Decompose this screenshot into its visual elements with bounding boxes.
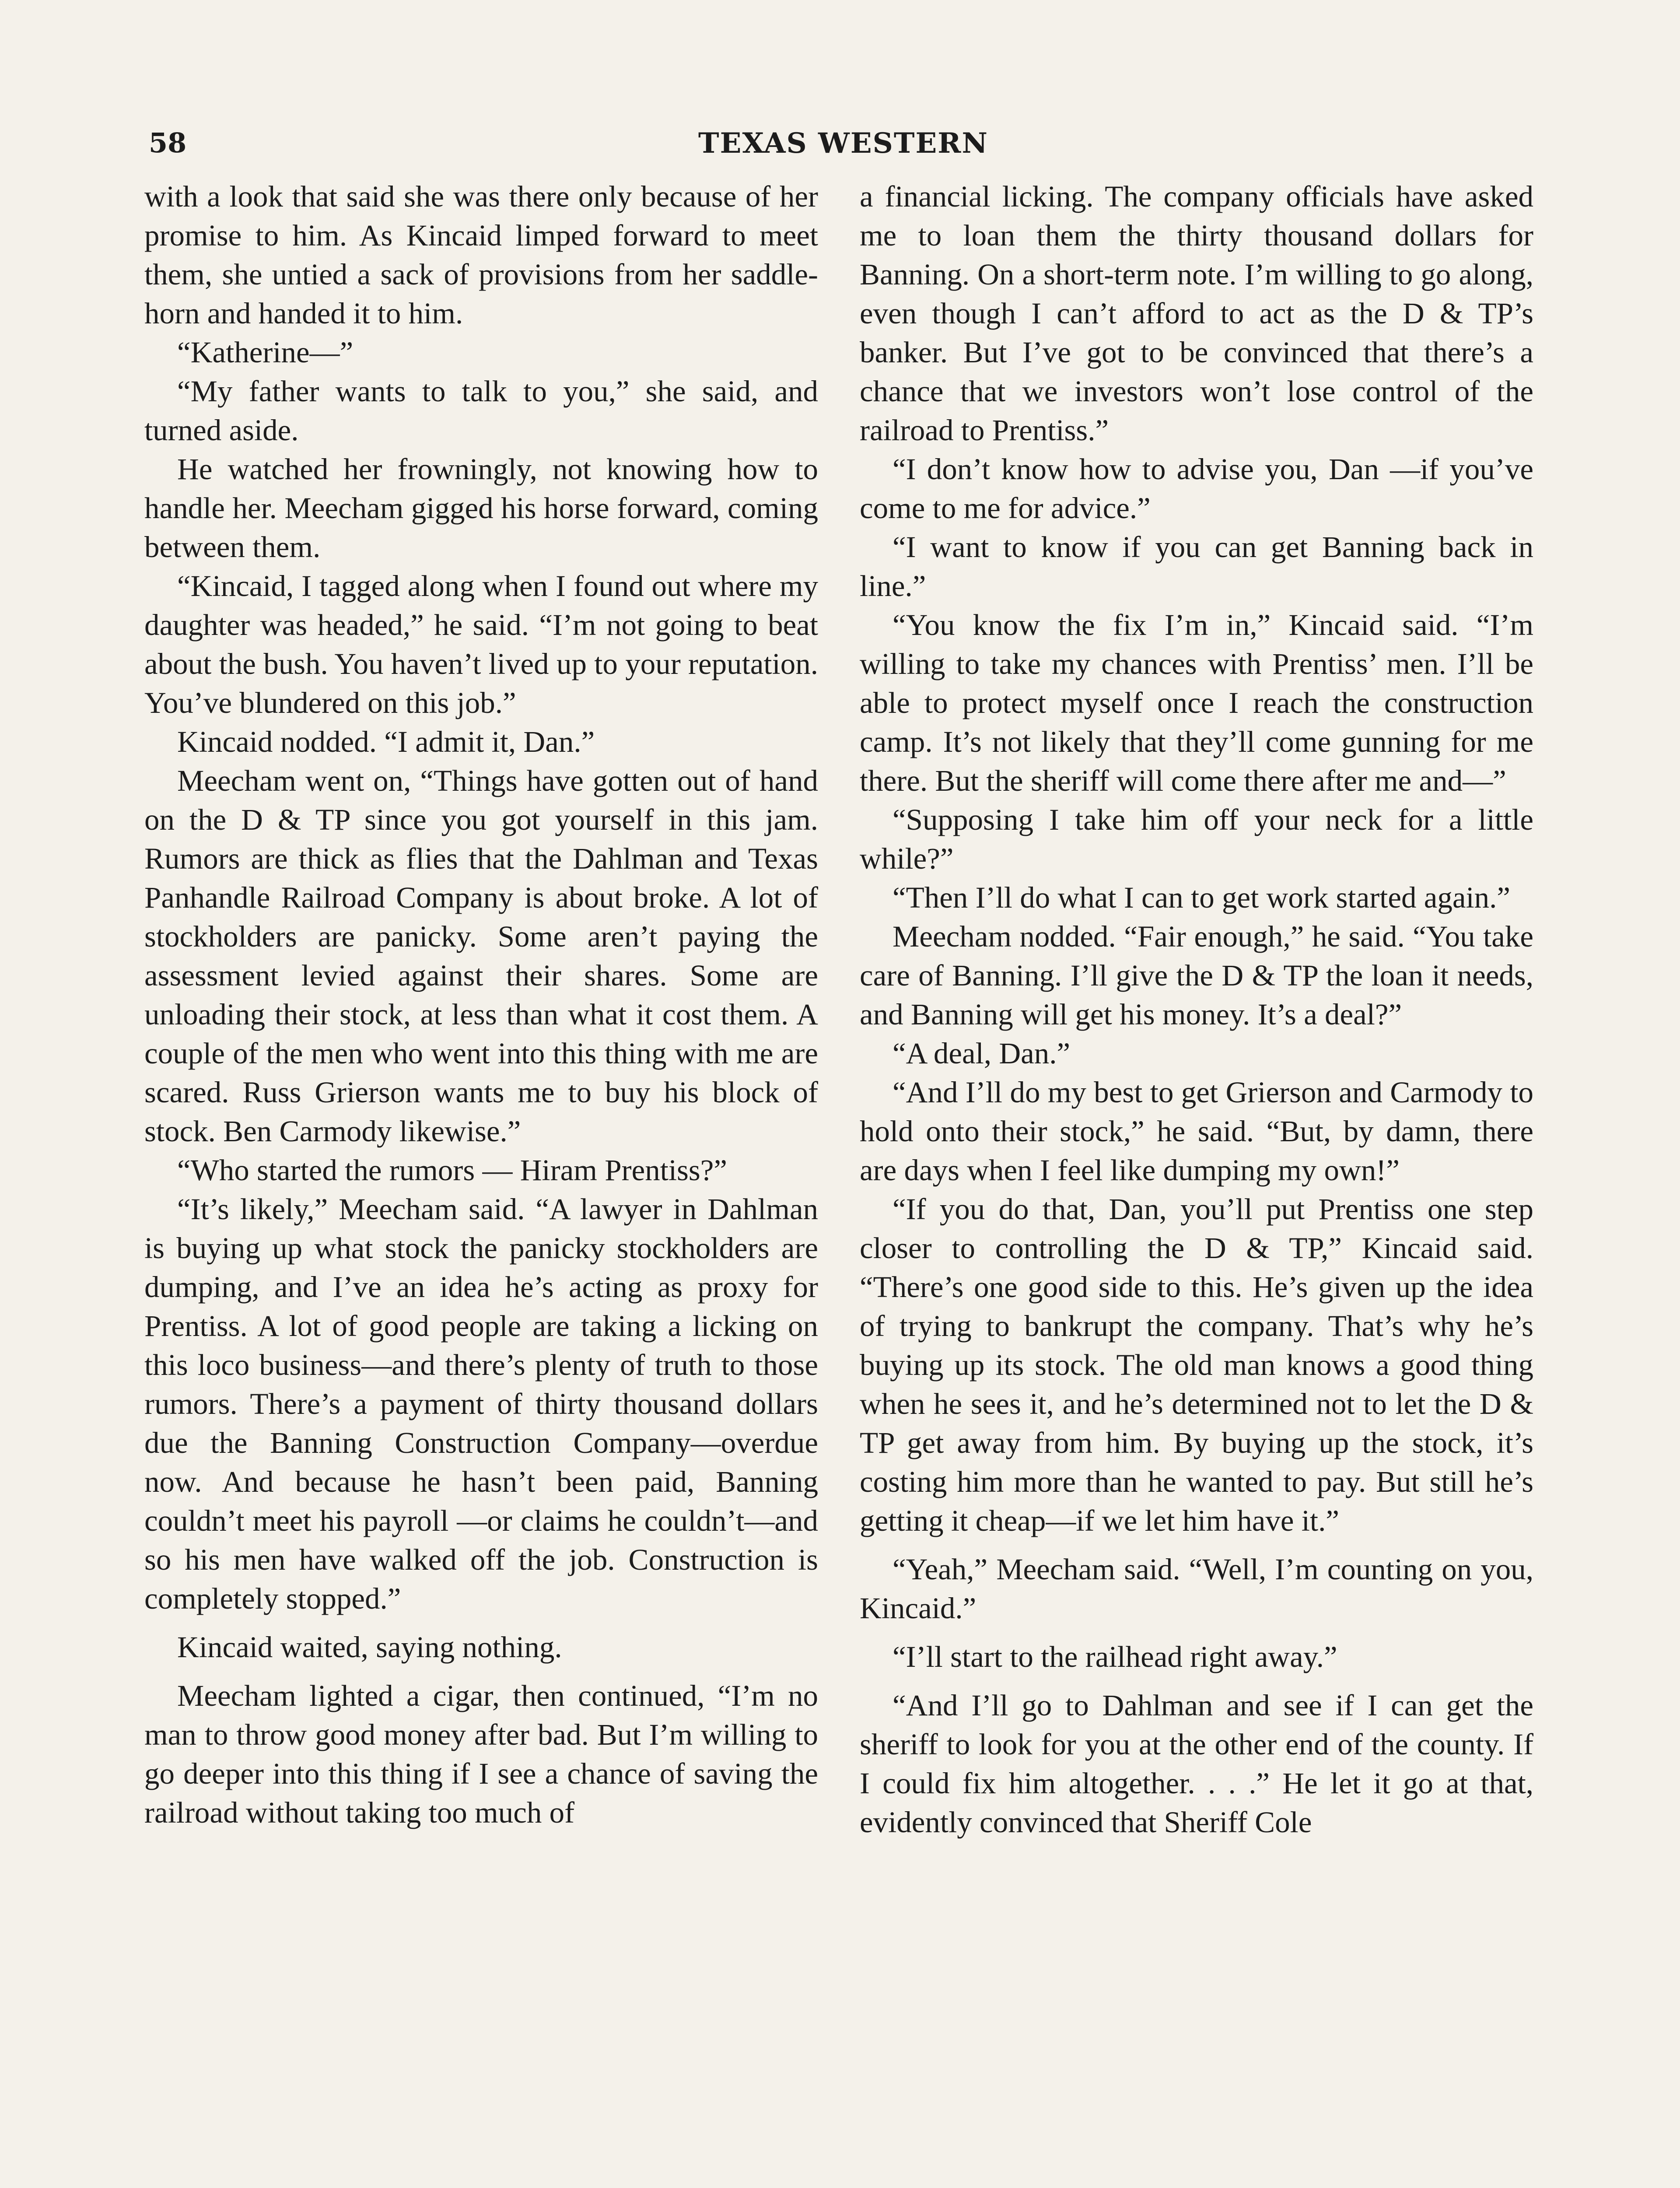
paragraph: He watched her frowningly, not knowing how to handle her. Meecham gigged his horse forward, coming between them.	[144, 452, 818, 564]
left-column	[144, 177, 818, 1832]
paragraph: Meecham went on, “Things have gotten out of hand on the D & TP since you got yourself in this jam. Rumors are thick as flies that the Dahlman and Texas Panhandle Railroad Company is about broke. A lot of stockholders are panicky. Some aren’t paying the assessment levied against their shares. Some are unloading their stock, at less than what it cost them. A couple of the men who went into this thing with me are scared. Russ Grierson wants me to buy his block of stock. Ben Carmody likewise.”	[144, 764, 818, 1148]
right-column	[860, 177, 1533, 1842]
paragraph: “I don’t know how to advise you, Dan —if you’ve come to me for advice.”	[860, 452, 1533, 525]
paragraph: a financial licking. The company officials have asked me to loan them the thirty thousand dollars for Banning. On a short-term note. I’m willing to go along, even though I can’t afford to act as the D & TP’s banker. But I’ve got to be convinced that there’s a chance that we investors won’t lose control of the railroad to Prentiss.”	[860, 180, 1533, 447]
page-header	[149, 127, 1538, 171]
running-title: TEXAS WESTERN	[698, 127, 988, 160]
paragraph: “Who started the rumors — Hiram Prentiss?”	[177, 1154, 727, 1187]
paragraph: “And I’ll go to Dahlman and see if I can get the sheriff to look for you at the other end of the county. If I could fix him altogether. . . .” He let it go at that, evidently convinced that Sheriff Cole	[860, 1689, 1533, 1839]
paragraph: “My father wants to talk to you,” she said, and turned aside.	[144, 375, 818, 447]
paragraph: “I want to know if you can get Banning back in line.”	[860, 530, 1533, 603]
paragraph: “It’s likely,” Meecham said. “A lawyer in Dahlman is buying up what stock the panicky stockholders are dumping, and I’ve an idea he’s acting as proxy for Prentiss. A lot of good people are taking a licking on this loco business—and there’s plenty of truth to those rumors. There’s a payment of thirty thousand dollars due the Banning Construction Company—overdue now. And because he hasn’t been paid, Banning couldn’t meet his payroll —or claims he couldn’t—and so his men have walked off the job. Construction is completely stopped.”	[144, 1192, 818, 1615]
paragraph: “Katherine—”	[177, 336, 354, 369]
paragraph: “And I’ll do my best to get Grierson and Carmody to hold onto their stock,” he said. “But, by damn, there are days when I feel like dumping my own!”	[860, 1076, 1533, 1187]
paragraph: Meecham lighted a cigar, then continued, “I’m no man to throw good money after bad. But I’m willing to go deeper into this thing if I see a chance of saving the railroad without taking too much of	[144, 1679, 818, 1829]
paragraph: “You know the fix I’m in,” Kincaid said. “I’m willing to take my chances with Prentiss’ men. I’ll be able to protect myself once I reach the construction camp. It’s not likely that they’ll come gunning for me there. But the sheriff will come there after me and—”	[860, 608, 1533, 797]
paragraph: Meecham nodded. “Fair enough,” he said. “You take care of Banning. I’ll give the D & TP the loan it needs, and Banning will get his money. It’s a deal?”	[860, 920, 1533, 1031]
paragraph: “If you do that, Dan, you’ll put Prentiss one step closer to controlling the D & TP,” Kincaid said. “There’s one good side to this. He’s given up the idea of trying to bankrupt the company. That’s why he’s buying up its stock. The old man knows a good thing when he sees it, and he’s determined not to let the D & TP get away from him. By buying up the stock, it’s costing him more than he wanted to pay. But still he’s getting it cheap—if we let him have it.”	[860, 1192, 1533, 1537]
paragraph: “Yeah,” Meecham said. “Well, I’m counting on you, Kincaid.”	[860, 1553, 1533, 1625]
paragraph: “Supposing I take him off your neck for a little while?”	[860, 803, 1533, 875]
page-number: 58	[149, 127, 187, 159]
paragraph: “A deal, Dan.”	[892, 1037, 1071, 1070]
paragraph: Kincaid nodded. “I admit it, Dan.”	[177, 725, 595, 758]
paragraph: “Kincaid, I tagged along when I found out where my daughter was headed,” he said. “I’m not going to beat about the bush. You haven’t lived up to your reputation. You’ve blundered on this job.”	[144, 569, 818, 719]
paragraph: “I’ll start to the railhead right away.”	[892, 1640, 1337, 1673]
paragraph: Kincaid waited, saying nothing.	[177, 1630, 562, 1664]
paragraph: “Then I’ll do what I can to get work started again.”	[892, 881, 1511, 914]
paragraph: with a look that said she was there only because of her promise to him. As Kincaid limped forward to meet them, she untied a sack of provisions from her saddle-horn and handed it to him.	[144, 180, 818, 330]
